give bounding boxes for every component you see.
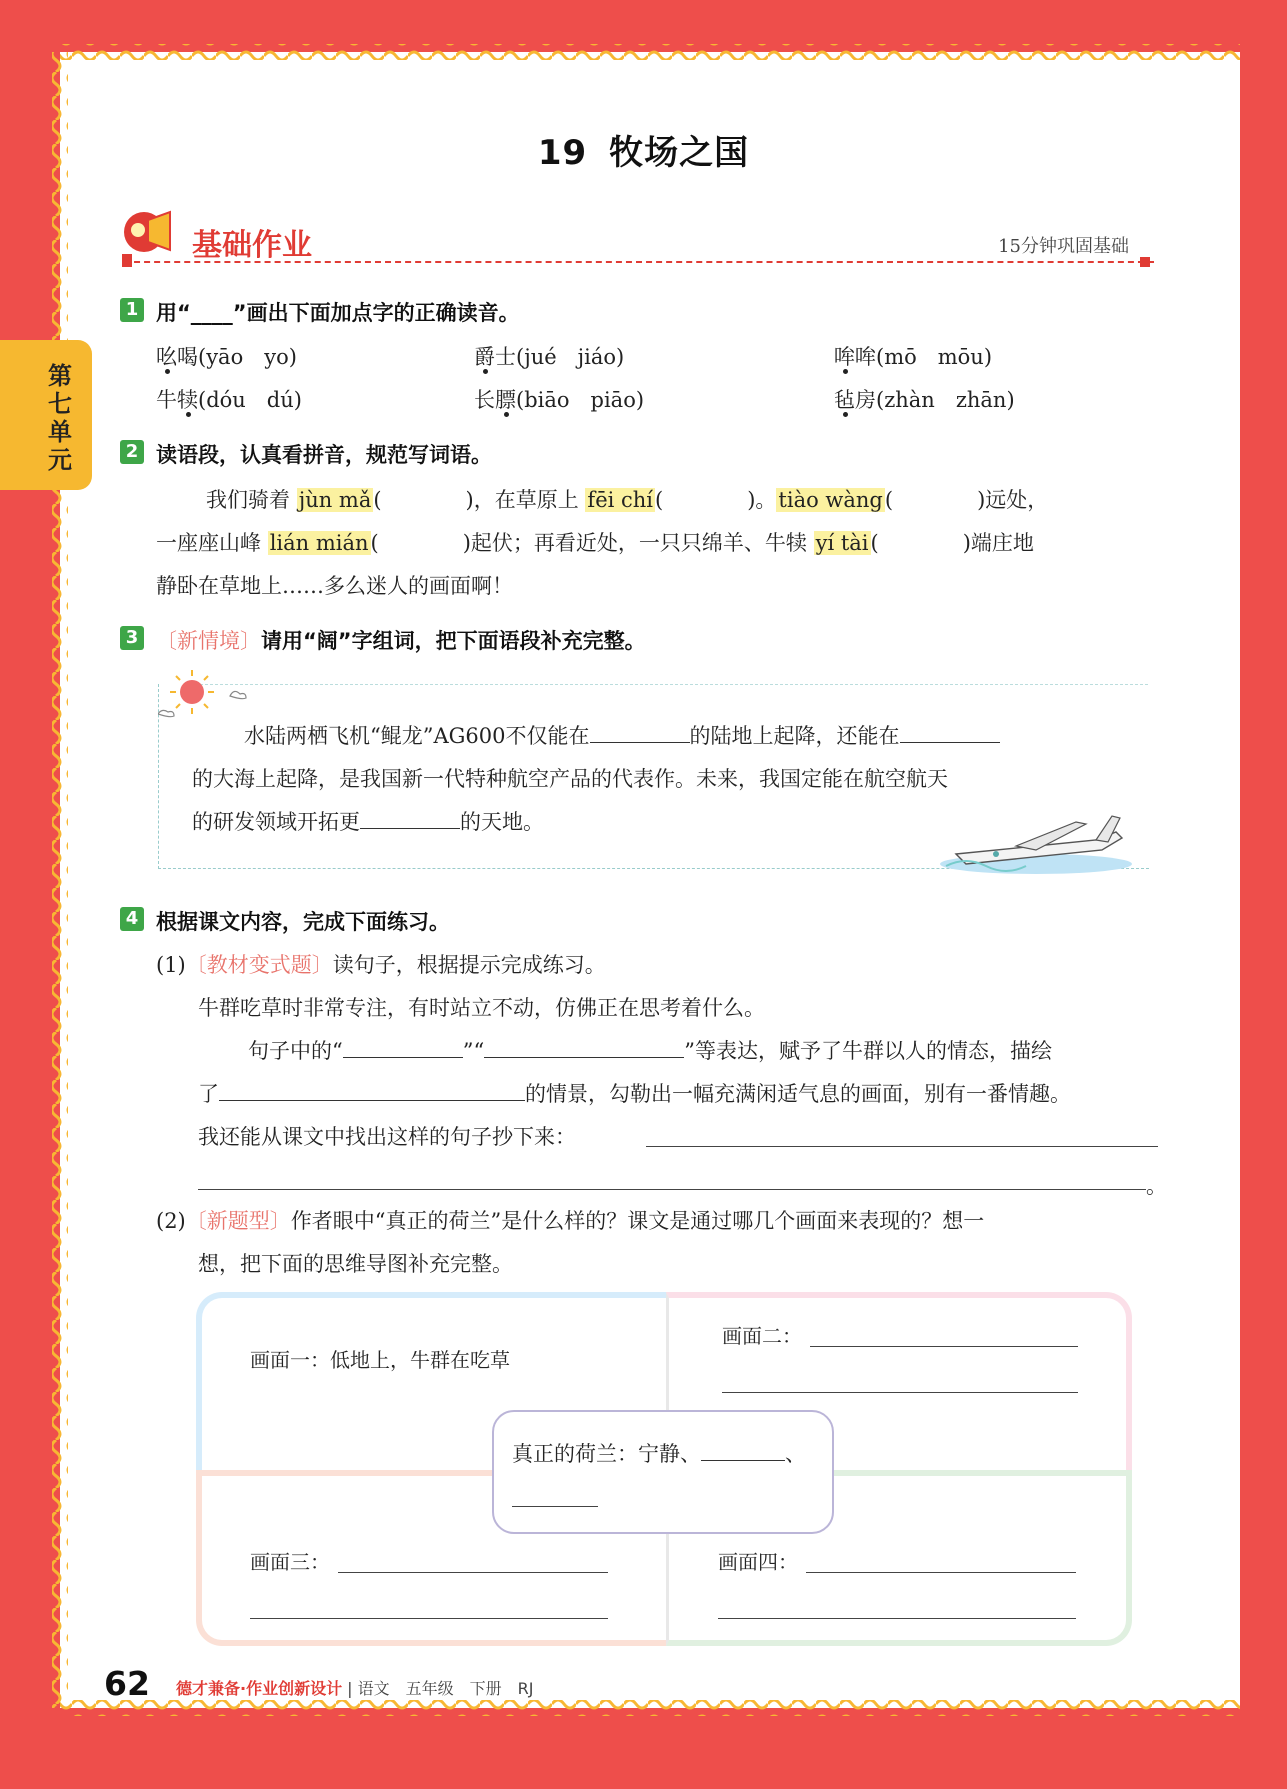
- answer-blank: [590, 724, 690, 743]
- question-prompt: 读语段，认真看拼音，规范写词语。: [156, 443, 492, 467]
- mindmap-scene-3: 画面三：: [250, 1550, 330, 1574]
- pinyin-highlight: fēi chí: [587, 488, 654, 512]
- question-number: 1: [120, 298, 144, 322]
- dotted-char: 爵: [474, 345, 495, 369]
- unit-side-tab: [0, 340, 92, 490]
- lesson-number: 19: [537, 133, 588, 173]
- passage-box-top: [200, 684, 1148, 685]
- fill-line: 我还能从课文中找出这样的句子抄下来：: [198, 1125, 576, 1149]
- lesson-name: 牧场之国: [609, 133, 750, 173]
- section-subtitle: 15分钟巩固基础: [998, 236, 1129, 257]
- divider-end-right: [1140, 257, 1150, 267]
- sun-icon: [158, 666, 258, 726]
- pinyin-item: [156, 341, 297, 371]
- pinyin-highlight: jùn mǎ: [298, 488, 372, 512]
- pinyin-options: (dóu dú): [198, 388, 302, 412]
- dotted-char: 膘: [495, 388, 516, 412]
- pinyin-item: [834, 384, 1015, 414]
- dotted-char: 犊: [177, 388, 198, 412]
- dotted-char: 哞: [834, 345, 855, 369]
- char: 喝: [177, 345, 198, 369]
- fill-line: 句子中的“ ”“ ”等表达，赋予了牛群以人的情态，描绘: [248, 1039, 1052, 1063]
- pinyin-options: (zhàn zhān): [876, 388, 1015, 412]
- example-sentence: 牛群吃草时非常专注，有时站立不动，仿佛正在思考着什么。: [198, 996, 765, 1020]
- question-prompt: 用“____”画出下面加点字的正确读音。: [156, 301, 520, 325]
- passage-line: 的研发领域开拓更 的天地。: [192, 810, 544, 834]
- footer-info: 语文 五年级 下册 RJ: [357, 1679, 534, 1698]
- question-prompt: 根据课文内容，完成下面练习。: [156, 910, 450, 934]
- pinyin-item: [834, 341, 992, 371]
- mindmap-scene-2: 画面二：: [722, 1324, 802, 1348]
- mindmap-scene-1: 画面一：低地上，牛群在吃草: [250, 1348, 510, 1372]
- answer-line: [250, 1618, 608, 1619]
- char: 牛: [156, 388, 177, 412]
- footer-text: 德才兼备·作业创新设计 | 语文 五年级 下册 RJ: [176, 1679, 534, 1698]
- fill-line: 了 的情景，勾勒出一幅充满闲适气息的画面，别有一番情趣。: [198, 1082, 1071, 1106]
- answer-line: [198, 1189, 1146, 1190]
- question-number: 3: [120, 626, 144, 650]
- answer-line: [646, 1146, 1158, 1147]
- pinyin-item: [474, 341, 624, 371]
- passage-line: 的大海上起降，是我国新一代特种航空产品的代表作。未来，我国定能在航空航天: [192, 767, 948, 791]
- dotted-char: 吆: [156, 345, 177, 369]
- passage-line: 我们骑着 jùn mǎ( )，在草原上 fēi chí( )。tiào wàng( )远处，: [206, 488, 1049, 512]
- pinyin-options: (biāo piāo): [516, 388, 645, 412]
- answer-blank: [484, 1039, 684, 1058]
- answer-line: [810, 1346, 1078, 1347]
- section-title: 基础作业: [192, 228, 312, 263]
- lesson-title: [0, 125, 1287, 174]
- question-tag: 〔新题型〕: [185, 1209, 291, 1233]
- answer-line: [512, 1506, 598, 1507]
- footer-brand: 德才兼备·作业创新设计: [176, 1679, 343, 1698]
- dotted-char: 毡: [834, 388, 855, 412]
- answer-line: [718, 1618, 1076, 1619]
- answer-blank: [900, 724, 1000, 743]
- mindmap-scene-4: 画面四：: [718, 1550, 798, 1574]
- sub-question: (1)〔教材变式题〕读句子，根据提示完成练习。: [156, 953, 606, 977]
- section-divider: [124, 261, 1154, 263]
- pinyin-options: (mō mōu): [876, 345, 993, 369]
- answer-blank: [701, 1442, 785, 1461]
- pinyin-highlight: lián mián: [269, 531, 369, 555]
- passage-line: 静卧在草地上……多么迷人的画面啊！: [156, 574, 513, 598]
- period: 。: [1146, 1174, 1167, 1198]
- sub-question: (2)〔新题型〕作者眼中“真正的荷兰”是什么样的？课文是通过哪几个画面来表现的？想一: [156, 1209, 985, 1233]
- mindmap-center-text: 真正的荷兰：宁静、 、: [512, 1442, 806, 1466]
- pinyin-options: (yāo yo): [198, 345, 297, 369]
- answer-blank: [219, 1082, 525, 1101]
- char: 长: [474, 388, 495, 412]
- pinyin-highlight: tiào wàng: [778, 488, 883, 512]
- question-tag: 〔新情境〕: [156, 629, 261, 653]
- question-prompt: 〔新情境〕请用“阔”字组词，把下面语段补充完整。: [156, 629, 646, 653]
- question-number: 4: [120, 907, 144, 931]
- answer-line: [722, 1392, 1078, 1393]
- pinyin-highlight: yí tài: [815, 531, 869, 555]
- answer-line: [806, 1572, 1076, 1573]
- seaplane-illustration: [926, 810, 1148, 880]
- divider-end-left: [122, 257, 132, 267]
- pinyin-item: [156, 384, 302, 414]
- sub-question-cont: 想，把下面的思维导图补充完整。: [198, 1252, 513, 1276]
- pinyin-options: (jué jiáo): [516, 345, 625, 369]
- question-tag: 〔教材变式题〕: [185, 953, 333, 977]
- char: 房: [855, 388, 876, 412]
- answer-blank: [360, 810, 460, 829]
- answer-line: [338, 1572, 608, 1573]
- char: 士: [495, 345, 516, 369]
- answer-blank: [343, 1039, 463, 1058]
- unit-label: 第七单元: [48, 362, 72, 474]
- passage-line: 水陆两栖飞机“鲲龙”AG600不仅能在 的陆地上起降，还能在: [244, 720, 1000, 750]
- passage-line: 一座座山峰 lián mián( )起伏；再看近处，一只只绵羊、牛犊 yí tài( )端庄地: [156, 531, 1034, 555]
- page-number: 62: [104, 1664, 150, 1703]
- mindmap-center: [492, 1410, 834, 1534]
- question-number: 2: [120, 440, 144, 464]
- char: 哞: [855, 345, 876, 369]
- pinyin-item: [474, 384, 644, 414]
